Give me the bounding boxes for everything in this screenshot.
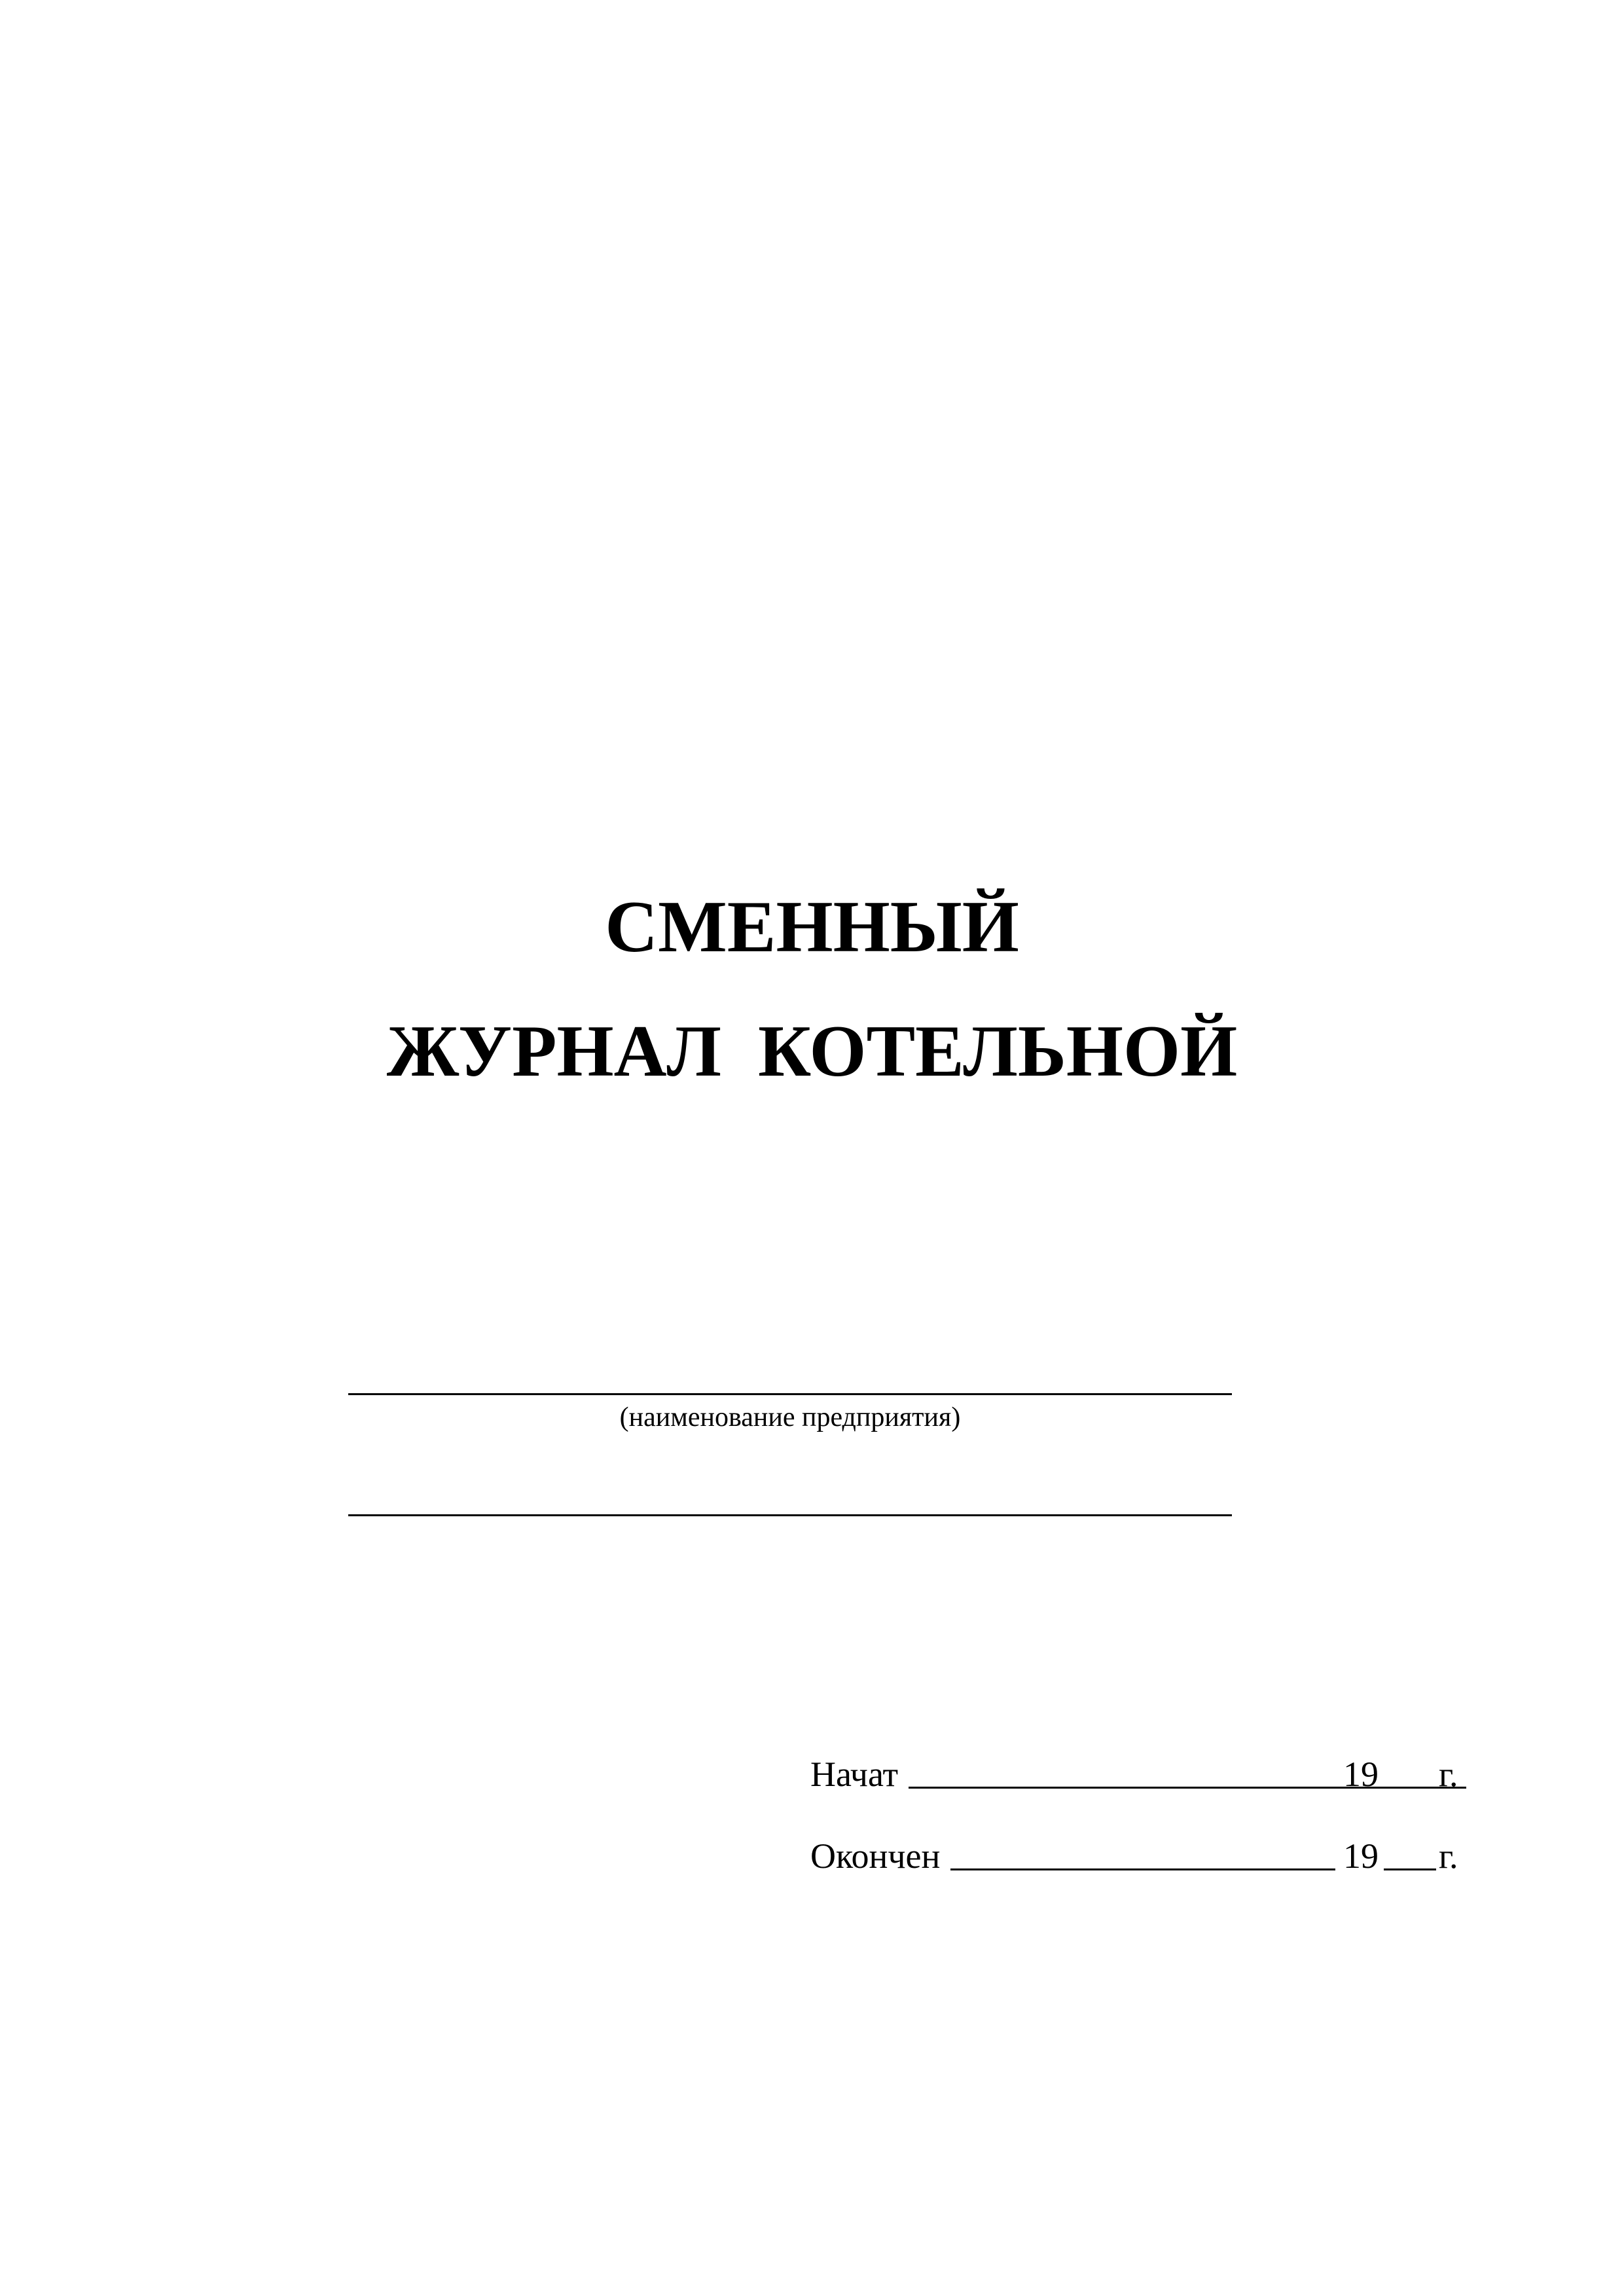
ended-label: Окончен <box>810 1836 941 1876</box>
ended-year-suffix: г. <box>1439 1836 1458 1876</box>
started-year-suffix: г. <box>1439 1755 1458 1794</box>
started-date-blank <box>909 1787 1466 1789</box>
started-year-blank <box>1384 1787 1436 1789</box>
page-title-line-2: ЖУРНАЛ КОТЕЛЬНОЙ <box>386 1011 1238 1092</box>
organization-extra-line <box>348 1514 1232 1516</box>
organization-caption: (наименование предприятия) <box>619 1402 961 1432</box>
ended-year-blank <box>1384 1868 1436 1870</box>
started-century: 19 <box>1343 1755 1379 1794</box>
ended-century: 19 <box>1343 1836 1379 1876</box>
page-title-line-1: СМЕННЫЙ <box>605 886 1019 968</box>
organization-name-line <box>348 1393 1232 1395</box>
started-label: Начат <box>810 1755 899 1794</box>
ended-date-blank <box>950 1868 1335 1870</box>
